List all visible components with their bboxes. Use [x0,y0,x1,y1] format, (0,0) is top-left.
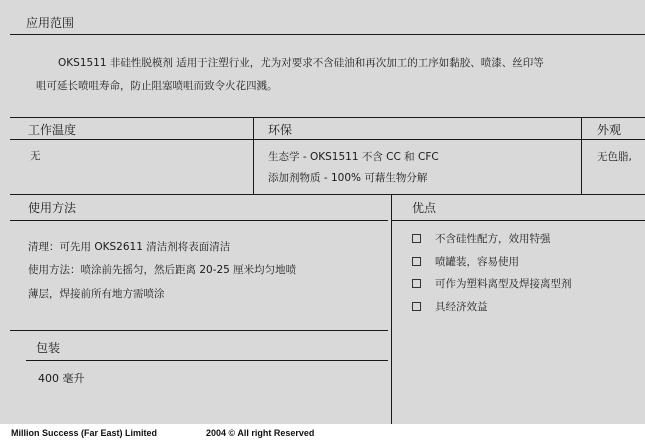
packaging-header-underline [26,360,388,361]
eco-line1: 生态学 - OKS1511 不含 CC 和 CFC [268,151,439,163]
application-paragraph-line1: OKS1511 非硅性脱模剂 适用于注塑行业，尤为对要求不含硅油和再次加工的工序如黏胶、喷漆、丝印等 [58,57,544,69]
packaging-title: 包装 [36,341,61,355]
row-header-underline [10,139,645,140]
usage-header-underline [10,220,388,221]
advantage-label: 可作为塑料离型及焊接离型剂 [435,278,572,290]
temperature-value: 无 [30,150,41,162]
advantage-item [412,232,551,246]
advantage-item [412,277,572,291]
checkbox-icon [412,302,421,311]
eco-title: 环保 [268,123,293,137]
appearance-value: 无色脂, [597,151,632,163]
footer-copyright: 2004 © All right Reserved [206,428,315,438]
application-title: 应用范围 [26,16,75,30]
row-separator-middle [10,194,645,195]
packaging-separator-top [10,330,388,331]
application-title-underline [10,34,645,35]
advantages-header-underline [392,220,645,221]
advantage-label: 不含硅性配方，效用特强 [435,233,551,245]
advantage-item [412,300,488,314]
temperature-title: 工作温度 [28,123,77,137]
divider-usage-advantages [391,195,392,424]
usage-line1: 清理：可先用 OKS2611 清洁剂将表面清洁 [28,241,231,253]
application-paragraph-line2: 咀可延长喷咀寿命，防止阻塞喷咀而致令火花四溅。 [36,80,278,92]
divider-eco-appearance [581,118,582,194]
advantage-item [412,255,519,269]
advantage-label: 喷罐装，容易使用 [435,256,519,268]
footer-company: Million Success (Far East) Limited [11,428,158,438]
checkbox-icon [412,279,421,288]
checkbox-icon [412,257,421,266]
usage-line2: 使用方法：喷涂前先摇匀，然后距离 20-25 厘米均匀地喷 [28,264,297,276]
eco-line2: 添加剂物质 - 100% 可藉生物分解 [268,172,428,184]
packaging-value: 400 毫升 [38,372,85,385]
checkbox-icon [412,234,421,243]
advantages-title: 优点 [412,201,437,215]
usage-line3: 薄层，焊接前所有地方需喷涂 [28,288,165,300]
divider-temp-eco [253,118,254,194]
usage-title: 使用方法 [28,201,77,215]
row-separator-top [10,117,645,118]
appearance-title: 外观 [597,123,622,137]
advantage-label: 具经济效益 [435,301,488,313]
